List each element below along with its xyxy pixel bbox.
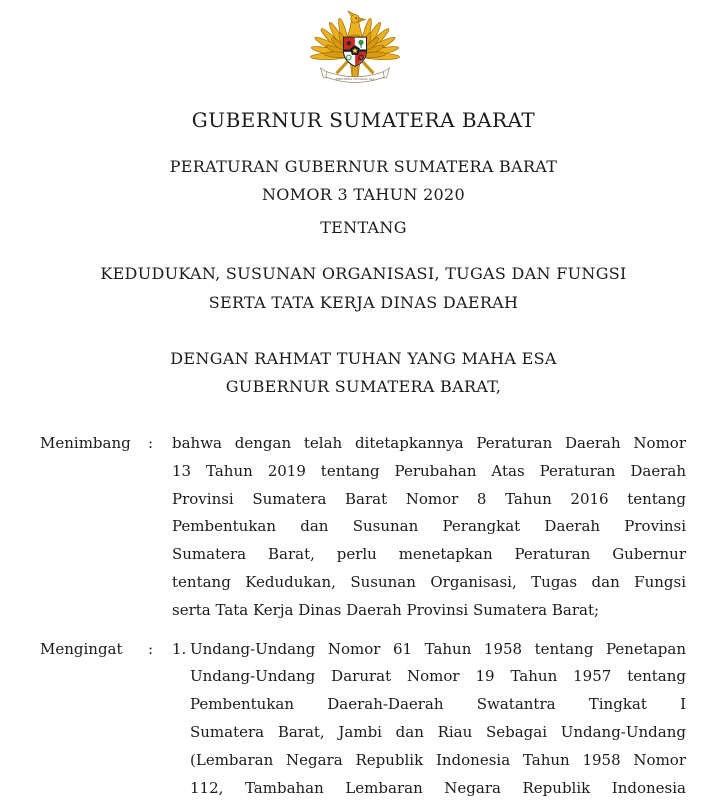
mengingat-colon: : <box>148 639 154 658</box>
text-line: Sumatera Barat, Jambi dan Riau Sebagai Undang-Undang <box>190 722 686 741</box>
menimbang-text <box>172 430 686 625</box>
text-line: 112, Tambahan Lembaran Negara Republik Indonesia <box>190 778 686 797</box>
garuda-head <box>347 11 365 37</box>
menimbang-section <box>40 430 686 625</box>
grace-line-2: GUBERNUR SUMATERA BARAT, <box>225 377 502 396</box>
text-line: Sumatera Barat, perlu menetapkan Peraturan Gubernur <box>172 545 686 564</box>
emblem-container <box>0 0 718 94</box>
garuda-pancasila-emblem <box>305 8 405 94</box>
subject-line-1: KEDUDUKAN, SUSUNAN ORGANISASI, TUGAS DAN FUNGSI <box>100 264 627 283</box>
text-line: Pembentukan dan Susunan Perangkat Daerah Provinsi <box>172 517 686 536</box>
text-line: Undang-Undang Nomor 61 Tahun 1958 tentang Penetapan <box>190 639 686 658</box>
mengingat-label: Mengingat <box>40 639 123 658</box>
text-line: tentang Kedudukan, Susunan Organisasi, Tugas dan Fungsi <box>172 572 686 591</box>
authority-title: GUBERNUR SUMATERA BARAT <box>191 108 536 132</box>
text-line: bahwa dengan telah ditetapkannya Peraturan Daerah Nomor <box>172 434 686 452</box>
menimbang-label: Menimbang <box>40 434 131 452</box>
legal-basis-item-number: 1. <box>172 639 187 658</box>
emblem-banner-text: BHINNEKA TUNGGAL IKA <box>335 77 374 81</box>
mengingat-section <box>40 636 686 803</box>
text-line: 13 Tahun 2019 tentang Perubahan Atas Peraturan Daerah <box>172 461 686 480</box>
regulation-heading <box>0 153 727 209</box>
legal-basis-item-text <box>190 636 686 803</box>
text-line: Provinsi Sumatera Barat Nomor 8 Tahun 2016 tentang <box>172 489 686 508</box>
subject-line-2: SERTA TATA KERJA DINAS DAERAH <box>208 293 519 312</box>
regulation-number: NOMOR 3 TAHUN 2020 <box>261 185 465 204</box>
grace-line-1: DENGAN RAHMAT TUHAN YANG MAHA ESA <box>170 349 557 368</box>
grace-clause <box>0 345 727 401</box>
regulation-title: PERATURAN GUBERNUR SUMATERA BARAT <box>169 157 558 176</box>
subject-title <box>0 259 727 317</box>
text-line: Undang-Undang Darurat Nomor 19 Tahun 1957 tentang <box>190 667 686 686</box>
legal-basis-item <box>172 636 686 803</box>
text-line: (Lembaran Negara Republik Indonesia Tahun 1958 Nomor <box>190 750 686 769</box>
text-line: serta Tata Kerja Dinas Daerah Provinsi Sumatera Barat; <box>172 600 600 619</box>
text-line: Pembentukan Daerah-Daerah Swatantra Tingkat I <box>190 695 686 714</box>
tentang-label: TENTANG <box>320 218 407 237</box>
menimbang-colon: : <box>148 434 154 452</box>
